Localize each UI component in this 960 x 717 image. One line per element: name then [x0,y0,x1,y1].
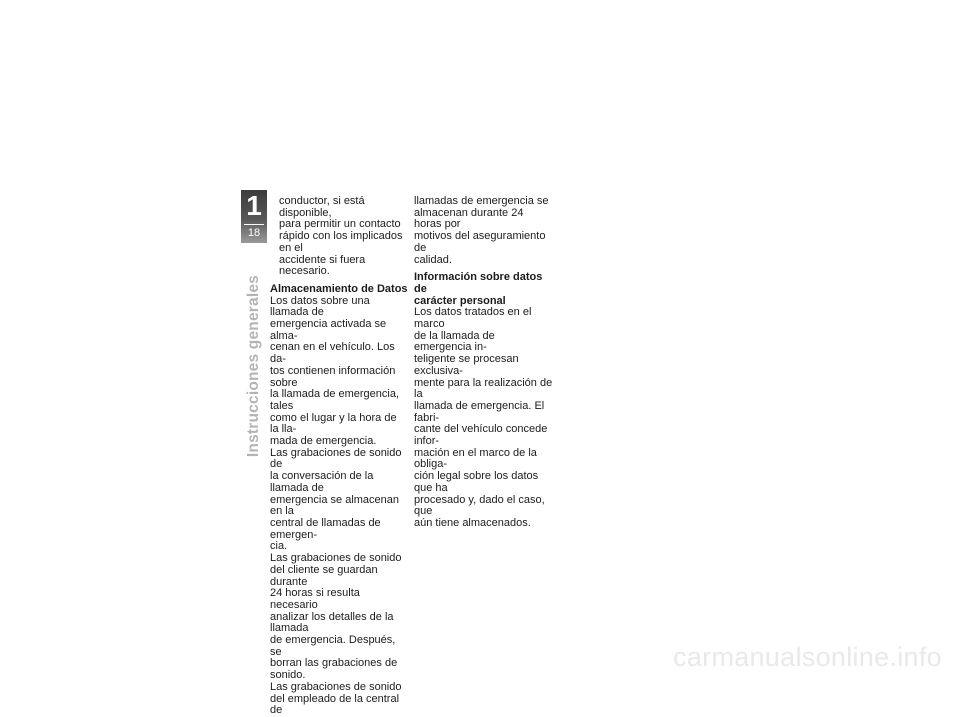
paragraph [270,682,408,717]
text-line: analizar los detalles de la llamada [270,610,394,635]
paragraph [270,553,408,682]
text-line: cante del vehículo concede infor- [414,423,548,448]
paragraph [270,296,408,448]
text-line: de la llamada de emergencia in- [414,329,495,354]
text-line: cenan en el vehículo. Los da- [270,341,395,366]
left-column [270,196,408,717]
text-line: central de llamadas de emergen- [270,516,381,541]
section-heading [414,272,554,307]
text-line: Las grabaciones de sonido [270,680,402,693]
right-column [414,196,554,530]
text-line: llamada de emergencia. El fabri- [414,399,545,424]
watermark: carmanualsonline.info [673,642,942,672]
text-line: Las grabaciones de sonido [270,552,402,565]
text-line: mente para la realización de la [414,376,553,401]
text-line: ción legal sobre los datos que ha [414,470,539,494]
text-line: del cliente se guardan durante [270,563,378,588]
text-line: Los datos tratados en el marco [414,306,532,331]
continued-text [414,196,554,266]
text-line: procesado y, dado el caso, que [414,493,545,518]
text-line: teligente se procesan exclusiva- [414,353,519,377]
heading-line: carácter personal [414,294,506,307]
text-line: como el lugar y la hora de la lla- [270,411,397,436]
text-line: motivos del aseguramiento de [414,230,546,254]
text-line: la llamada de emergencia, tales [270,388,400,412]
text-line: Las grabaciones de sonido de [270,446,402,471]
chapter-number: 1 [246,190,262,221]
side-title-text: Instrucciones generales [245,275,262,458]
text-line: llamadas de emergencia se [414,195,549,207]
text-line: la conversación de la llamada de [270,470,374,494]
text-line: accidente si fuera necesario. [279,253,366,278]
text-line: emergencia se almacenan en la [270,493,400,518]
text-line: de emergencia. Después, se [270,634,396,658]
text-line: Los datos sobre una llamada de [270,294,370,319]
chapter-divider [244,224,264,225]
heading-line: Información sobre datos de [414,271,543,295]
text-line: mación en el marco de la obliga- [414,446,537,471]
text-line: emergencia activada se alma- [270,318,387,342]
text-line: tos contienen información sobre [270,364,396,389]
text-line: mada de emergencia. [270,435,377,448]
text-line: aún tiene almacenados. [414,516,531,529]
continued-text [270,196,408,278]
page-number: 18 [247,227,261,239]
paragraph [414,307,554,529]
section-heading: Almacenamiento de Datos [270,282,408,295]
text-line: borran las grabaciones de sonido. [270,657,398,682]
text-line: conductor, si está disponible, [279,195,365,219]
text-line: calidad. [414,253,452,266]
text-line: 24 horas si resulta necesario [270,587,360,611]
text-line: para permitir un contacto [279,218,401,231]
text-line: almacenan durante 24 horas por [414,206,524,231]
text-line: cia. [270,540,288,553]
text-line: rápido con los implicados en el [279,230,403,254]
chapter-tab [241,190,267,243]
text-line: del empleado de la central de [270,692,400,717]
paragraph [270,448,408,553]
